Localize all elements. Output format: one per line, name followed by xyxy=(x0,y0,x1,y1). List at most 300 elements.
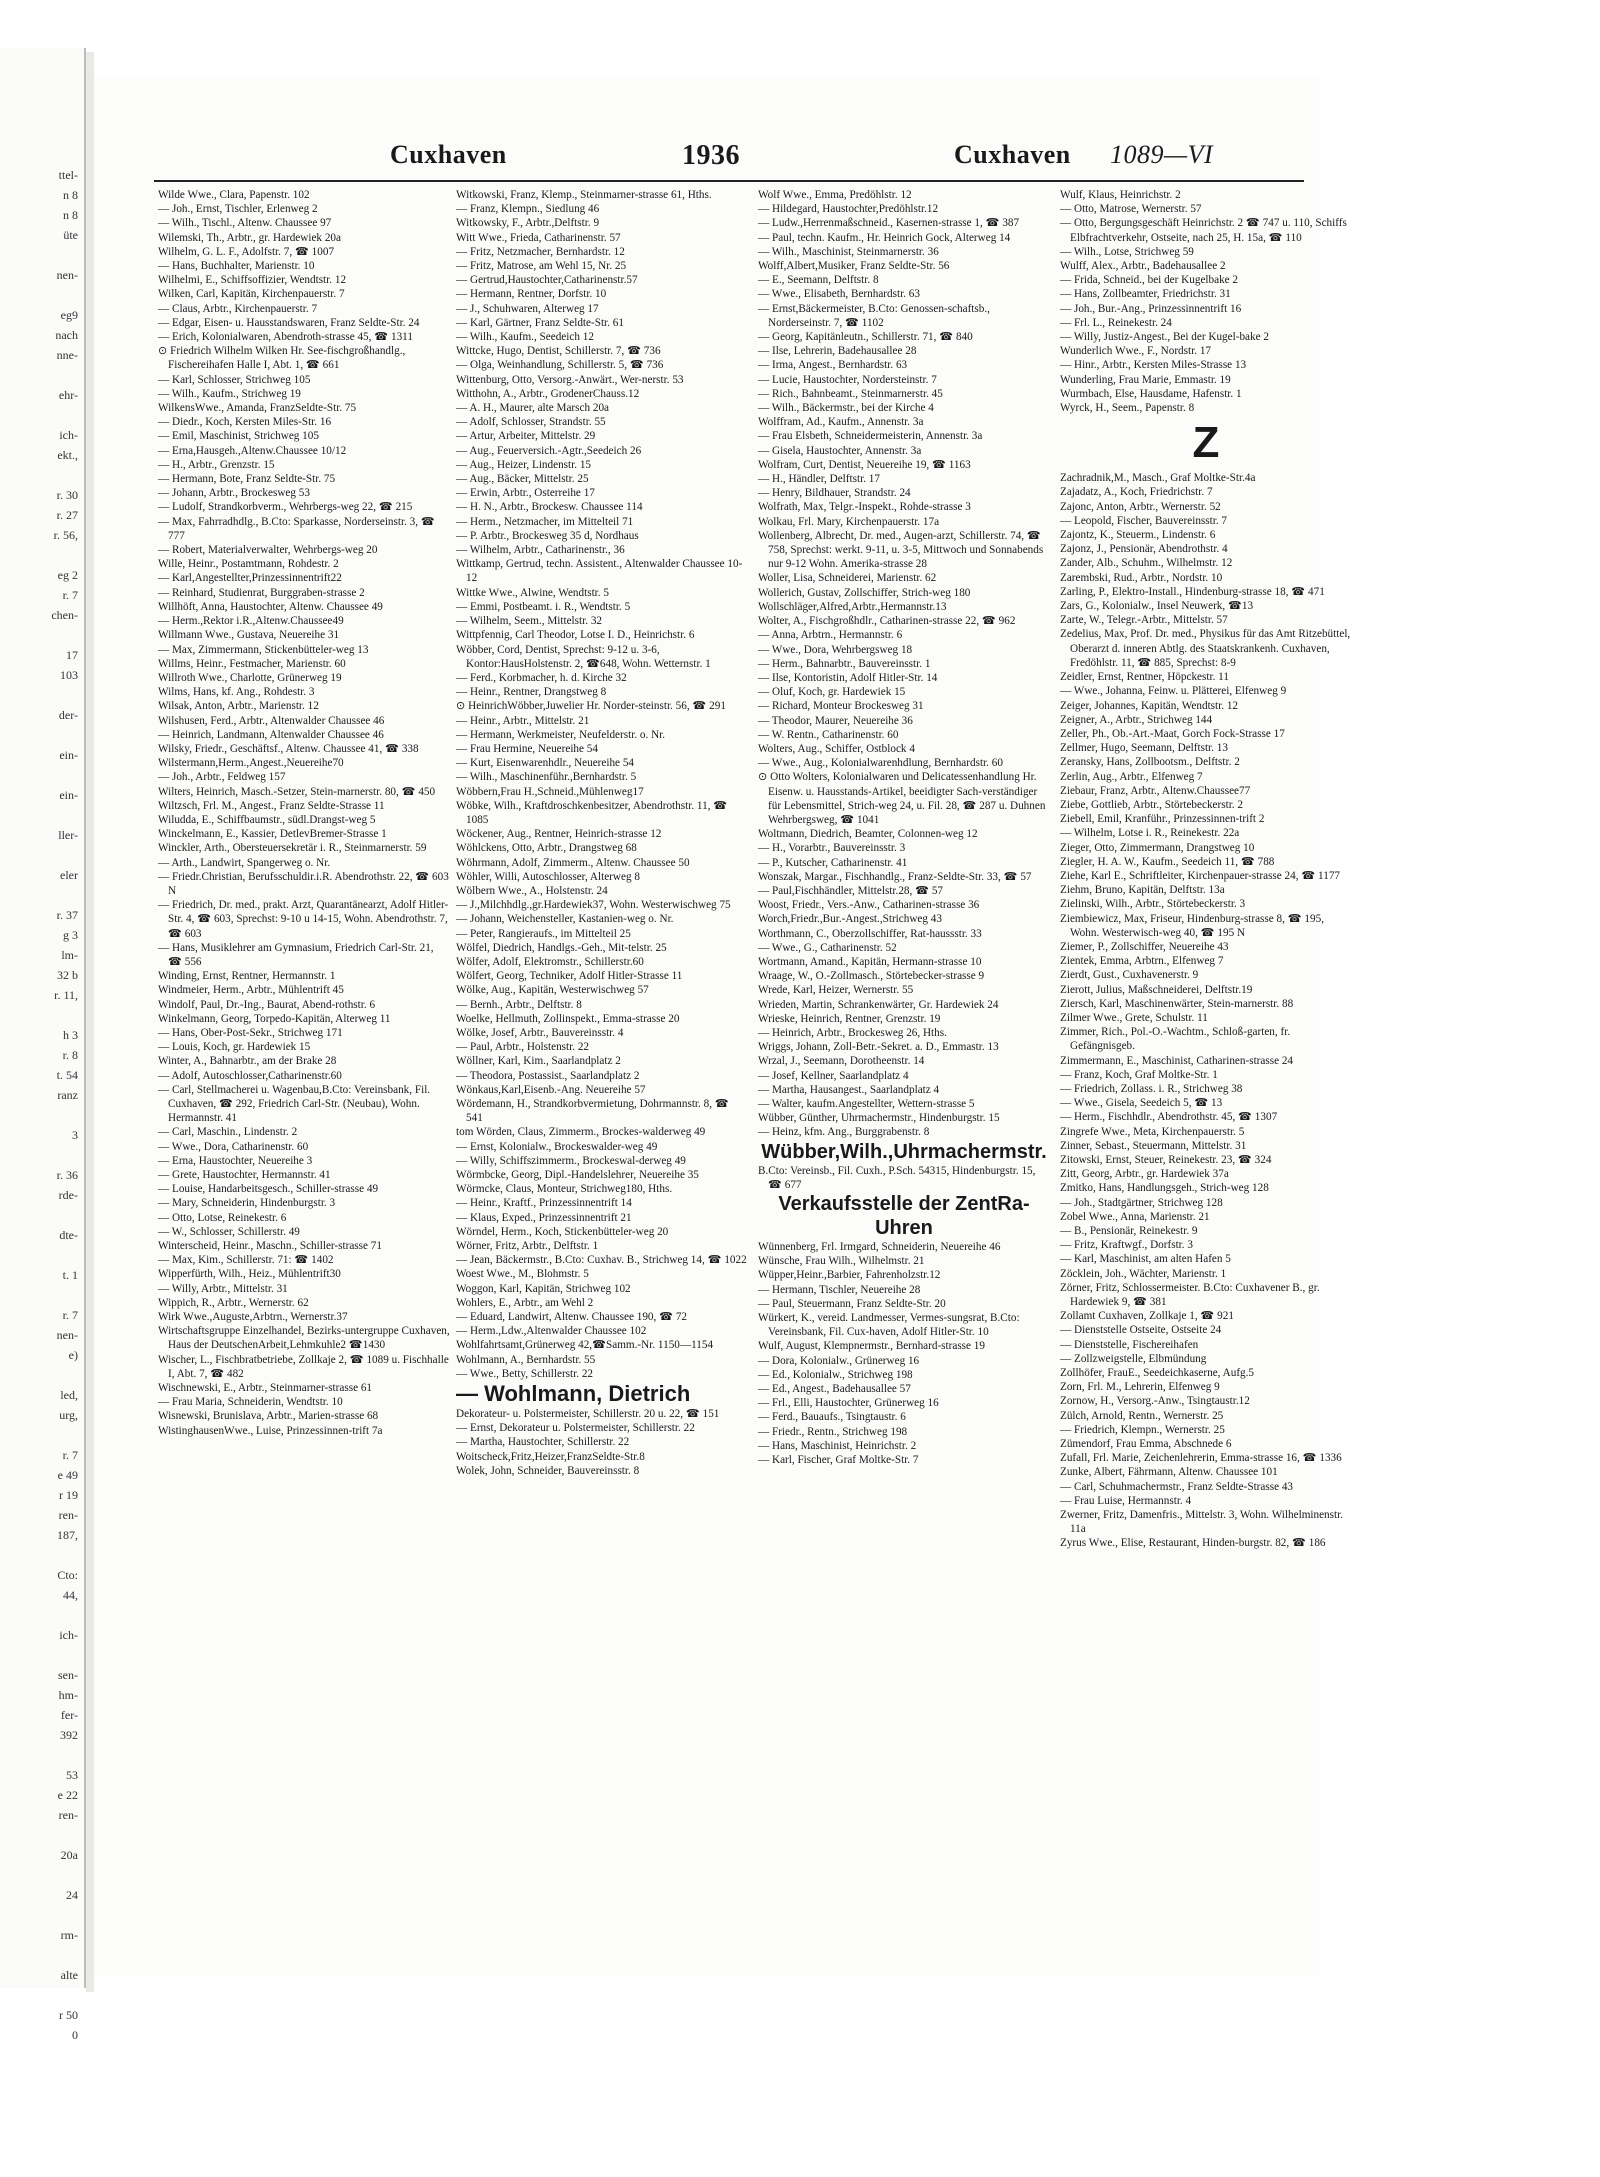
directory-entry: Zarembski, Rud., Arbtr., Nordstr. 10 xyxy=(1060,571,1223,584)
directory-entry: Wunderling, Frau Marie, Emmastr. 19 xyxy=(1060,373,1231,386)
directory-entry: Zielinski, Wilh., Arbtr., Störtebeckerstr. 3 xyxy=(1060,898,1246,911)
directory-entry: Windolf, Paul, Dr.-Ing., Baurat, Abend-rothstr. 6 xyxy=(158,998,376,1011)
directory-entry: Wollerich, Gustav, Zollschiffer, Strich-weg 180 xyxy=(758,586,971,599)
directory-entry: Worch,Friedr.,Bur.-Angest.,Strichweg 43 xyxy=(758,913,942,926)
directory-entry: Wörndel, Herm., Koch, Stickenbütteler-weg 20 xyxy=(456,1225,669,1238)
directory-entry: — Paul, techn. Kaufm., Hr. Heinrich Gock, Alterweg 14 xyxy=(758,231,1011,244)
previous-page-fragment: 392 xyxy=(60,1728,78,1742)
directory-entry: Wortmann, Amand., Kapitän, Hermann-strasse 10 xyxy=(758,955,982,968)
directory-entry: Wulf, Klaus, Heinrichstr. 2 xyxy=(1060,189,1181,201)
directory-entry: Ziembiewicz, Max, Friseur, Hindenburg-strasse 8, ☎ 195, Wohn. Westerwisch-weg 40, ☎ 195 N xyxy=(1060,912,1325,939)
directory-entry: — Wilh., Kaufm., Strichweg 19 xyxy=(158,387,301,400)
previous-page-fragment: r. 30 xyxy=(56,488,78,502)
directory-entry: — Paul, Arbtr., Holstenstr. 22 xyxy=(456,1041,590,1054)
directory-entry: Zientek, Emma, Arbtrn., Elfenweg 7 xyxy=(1060,955,1224,968)
directory-entry: Wilsky, Friedr., Geschäftsf., Altenw. Chaussee 41, ☎ 338 xyxy=(158,742,419,755)
directory-entry: — Wwe., Dora, Wehrbergsweg 18 xyxy=(758,643,913,656)
directory-entry: Wolff,Albert,Musiker, Franz Seldte-Str. 56 xyxy=(758,260,950,273)
directory-entry: — Olga, Weinhandlung, Schillerstr. 5, ☎ 736 xyxy=(456,359,664,372)
directory-entry: Willhöft, Anna, Haustochter, Altenw. Chaussee 49 xyxy=(158,600,383,613)
directory-entry: Woggon, Karl, Kapitän, Strichweg 102 xyxy=(456,1282,631,1295)
directory-entry: — Leopold, Fischer, Bauvereinsstr. 7 xyxy=(1060,514,1228,527)
directory-entry: — Peter, Rangieraufs., im Mittelteil 25 xyxy=(456,927,631,940)
directory-entry: Witt Wwe., Frieda, Catharinenstr. 57 xyxy=(456,231,621,244)
directory-entry: Zarte, W., Telegr.-Arbtr., Mittelstr. 57 xyxy=(1060,614,1228,627)
directory-entry: Zeigner, A., Arbtr., Strichweg 144 xyxy=(1060,713,1213,726)
directory-entry: Wörner, Fritz, Arbtr., Delftstr. 1 xyxy=(456,1240,599,1253)
directory-entry: — Franz, Klempn., Siedlung 46 xyxy=(456,203,600,216)
directory-entry: Würkert, K., vereid. Landmesser, Vermes-sungsrat, B.Cto: Vereinsbank, Fil. Cux-haven, Adolf Hitler-Str. 10 xyxy=(758,1312,1020,1339)
page-header xyxy=(94,140,1320,176)
directory-entry: — Fritz, Matrose, am Wehl 15, Nr. 25 xyxy=(456,260,627,273)
directory-entry: Worthmann, C., Oberzollschiffer, Rat-haussstr. 33 xyxy=(758,927,982,940)
directory-entry: Wittcke, Hugo, Dentist, Schillerstr. 7, ☎ 736 xyxy=(456,345,661,358)
directory-entry: — Frl., Elli, Haustochter, Grünerweg 16 xyxy=(758,1397,939,1410)
directory-entry: — Bernh., Arbtr., Delftstr. 8 xyxy=(456,998,582,1011)
directory-entry: Wollenberg, Albrecht, Dr. med., Augen-arzt, Schillerstr. 74, ☎ 758, Sprechst: werkt. 9-11, u. 3-5, Mittwoch und Sonnabends nur 9-12 Wohn. Amerika-strasse 28 xyxy=(758,529,1044,571)
directory-entry: — Karl,Angestellter,Prinzessinnentrift22 xyxy=(158,572,342,585)
directory-entry: Wiltzsch, Frl. M., Angest., Franz Seldte-Strasse 11 xyxy=(158,799,385,812)
directory-entry: Wöhrmann, Adolf, Zimmerm., Altenw. Chaussee 50 xyxy=(456,856,690,869)
directory-entry: — Hermann, Werkmeister, Neufelderstr. o. Nr. xyxy=(456,728,666,741)
directory-entry: — P. Arbtr., Brockesweg 35 d, Nordhaus xyxy=(456,529,639,542)
directory-entry: — Wwe., Gisela, Seedeich 5, ☎ 13 xyxy=(1060,1097,1223,1110)
directory-entry: — Theodor, Maurer, Neuereihe 36 xyxy=(758,714,913,727)
previous-page-fragment: der- xyxy=(58,708,78,722)
directory-entry: Zufall, Frl. Marie, Zeichenlehrerin, Emma-strasse 16, ☎ 1336 xyxy=(1060,1452,1342,1465)
directory-entry: Winter, A., Bahnarbtr., am der Brake 28 xyxy=(158,1055,337,1068)
directory-entry: Woller, Lisa, Schneiderei, Marienstr. 62 xyxy=(758,572,937,585)
directory-entry: — Herm., Bahnarbtr., Bauvereinsstr. 1 xyxy=(758,657,931,670)
directory-entry: Zwerner, Fritz, Damenfris., Mittelstr. 3, Wohn. Wilhelminenstr. 11a xyxy=(1060,1509,1344,1536)
directory-entry: Wönkaus,Karl,Eisenb.-Ang. Neuereihe 57 xyxy=(456,1083,646,1096)
directory-entry: — Hans, Maschinist, Heinrichstr. 2 xyxy=(758,1439,917,1452)
directory-entry: — Max, Zimmermann, Stickenbütteler-weg 13 xyxy=(158,643,369,656)
directory-entry: — Joh., Ernst, Tischler, Erlenweg 2 xyxy=(158,203,318,216)
previous-page-fragment: 20a xyxy=(60,1848,78,1862)
directory-entry: Winterscheid, Heinr., Maschn., Schiller-strasse 71 xyxy=(158,1240,382,1253)
directory-entry: — J., Schuhwaren, Alterweg 17 xyxy=(456,302,599,315)
previous-page-fragment: urg, xyxy=(59,1408,78,1422)
directory-entry: — Wilh., Maschinist, Steinmarnerstr. 36 xyxy=(758,245,939,258)
directory-entry: — Arth., Landwirt, Spangerweg o. Nr. xyxy=(158,856,331,869)
previous-page-fragment: 3 xyxy=(72,1128,78,1142)
directory-entry: — J.,Milchhdlg.,gr.Hardewiek37, Wohn. Westerwischweg 75 xyxy=(456,899,731,912)
directory-entry: — Frida, Schneid., bei der Kugelbake 2 xyxy=(1060,274,1239,287)
directory-entry: Zachradnik,M., Masch., Graf Moltke-Str.4a xyxy=(1060,472,1256,485)
directory-entry: Wippich, R., Arbtr., Wernerstr. 62 xyxy=(158,1296,309,1309)
directory-entry: Zinner, Sebast., Steuermann, Mittelstr. 31 xyxy=(1060,1139,1247,1152)
directory-entry: — Frau Elsbeth, Schneidermeisterin, Annenstr. 3a xyxy=(758,430,983,443)
directory-entry: Wolf Wwe., Emma, Predöhlstr. 12 xyxy=(758,189,912,201)
previous-page-fragment: ich- xyxy=(59,1628,78,1642)
directory-entry: Wilsak, Anton, Arbtr., Marienstr. 12 xyxy=(158,700,319,713)
directory-entry: — Georg, Kapitänleutn., Schillerstr. 71, ☎ 840 xyxy=(758,331,973,344)
directory-entry: — Wwe., Johanna, Feinw. u. Plätterei, Elfenweg 9 xyxy=(1060,685,1287,698)
directory-entry: Zarling, P., Elektro-Install., Hindenburg-strasse 18, ☎ 471 xyxy=(1060,585,1325,598)
directory-entry: Ziegler, H. A. W., Kaufm., Seedeich 11, ☎ 788 xyxy=(1060,855,1275,868)
directory-entry: — Karl, Schlosser, Strichweg 105 xyxy=(158,373,311,386)
directory-entry: Zöcklein, Joh., Wächter, Marienstr. 1 xyxy=(1060,1267,1227,1280)
directory-entry: Wilhelm, G. L. F., Adolfstr. 7, ☎ 1007 xyxy=(158,245,335,258)
directory-entry: — Hans, Buchhalter, Marienstr. 10 xyxy=(158,260,315,273)
directory-entry: — Herm.,Rektor i.R.,Altenw.Chaussee49 xyxy=(158,615,344,628)
directory-entry: — Grete, Haustochter, Hermannstr. 41 xyxy=(158,1169,331,1182)
directory-entry: — Joh., Arbtr., Feldweg 157 xyxy=(158,771,286,784)
header-page-number: 1089—VI xyxy=(1110,140,1214,169)
previous-page-fragment: ehr- xyxy=(58,388,78,402)
directory-entry: Wörmcke, Claus, Monteur, Strichweg180, Hths. xyxy=(456,1183,673,1196)
directory-entry: Zümendorf, Frau Emma, Abschnede 6 xyxy=(1060,1438,1232,1451)
directory-entry: Wöhler, Willi, Autoschlosser, Alterweg 8 xyxy=(456,870,640,883)
directory-entry: — Wwe., G., Catharinenstr. 52 xyxy=(758,941,897,954)
previous-page-fragment: r 19 xyxy=(59,1488,78,1502)
directory-entry: Wünnenberg, Frl. Irmgard, Schneiderin, Neuereihe 46 xyxy=(758,1241,1001,1254)
directory-entry: — Aug., Bäcker, Mittelstr. 25 xyxy=(456,473,589,486)
directory-entry: — Franz, Koch, Graf Moltke-Str. 1 xyxy=(1060,1068,1218,1081)
directory-entry: Zellmer, Hugo, Seemann, Delftstr. 13 xyxy=(1060,742,1228,755)
directory-entry: Wrede, Karl, Heizer, Wernerstr. 55 xyxy=(758,984,914,997)
directory-entry: — Herm., Netzmacher, im Mittelteil 71 xyxy=(456,515,634,528)
directory-entry: — Rich., Bahnbeamt., Steinmarnerstr. 45 xyxy=(758,387,943,400)
directory-entry: Zeiger, Johannes, Kapitän, Wendtstr. 12 xyxy=(1060,699,1239,712)
directory-entry: Zimmer, Rich., Pol.-O.-Wachtm., Schloß-garten, fr. Gefängnisgeb. xyxy=(1060,1026,1291,1053)
previous-page-fragment: ranz xyxy=(57,1088,78,1102)
directory-entry: Wölbern Wwe., A., Holstenstr. 24 xyxy=(456,884,608,897)
directory-entry: — Johann, Arbtr., Brockesweg 53 xyxy=(158,487,310,500)
directory-entry: Witkowsky, F., Arbtr.,Delftstr. 9 xyxy=(456,217,600,230)
directory-entry: — Irma, Angest., Bernhardstr. 63 xyxy=(758,359,908,372)
directory-entry: — P., Kutscher, Catharinenstr. 41 xyxy=(758,856,908,869)
directory-entry: — Hans, Ober-Post-Sekr., Strichweg 171 xyxy=(158,1026,343,1039)
previous-page-fragment: n 8 xyxy=(63,188,78,202)
directory-entry: — Adolf, Autoschlosser,Catharinenstr.60 xyxy=(158,1069,342,1082)
directory-entry: Wischer, L., Fischbratbetriebe, Zollkaje 2, ☎ 1089 u. Fischhalle I, Abt. 7, ☎ 482 xyxy=(158,1353,449,1380)
previous-page-fragment: 24 xyxy=(66,1888,78,1902)
directory-entry: Wördemann, H., Strandkorbvermietung, Dohrmannstr. 8, ☎ 541 xyxy=(456,1098,729,1125)
previous-page-fragment: ich- xyxy=(59,428,78,442)
directory-entry: — Martha, Hausangest., Saarlandplatz 4 xyxy=(758,1083,940,1096)
directory-entry: Wölfert, Georg, Techniker, Adolf Hitler-Strasse 11 xyxy=(456,970,683,983)
directory-entry: — Wohlmann, Dietrich xyxy=(456,1381,691,1407)
directory-entry: Zerlin, Aug., Arbtr., Elfenweg 7 xyxy=(1060,770,1203,783)
directory-entry: Wilken, Carl, Kapitän, Kirchenpauerstr. 7 xyxy=(158,288,345,301)
directory-entry: Zierott, Julius, Maßschneiderei, Delftstr.19 xyxy=(1060,983,1253,996)
directory-entry: Z xyxy=(1192,418,1220,468)
previous-page-fragment: nen- xyxy=(56,268,78,282)
directory-entry: — Herm., Fischhdlr., Abendrothstr. 45, ☎ 1307 xyxy=(1060,1111,1278,1124)
directory-entry: Wittenburg, Otto, Versorg.-Anwärt., Wer-nerstr. 53 xyxy=(456,373,684,386)
directory-entry: Wonszak, Margar., Fischhandlg., Franz-Seldte-Str. 33, ☎ 57 xyxy=(758,870,1032,883)
directory-entry: — Jean, Bäckermstr., B.Cto: Cuxhav. B., Strichweg 14, ☎ 1022 xyxy=(456,1254,747,1267)
directory-entry: Wittke Wwe., Alwine, Wendtstr. 5 xyxy=(456,586,609,599)
directory-entry: — Diedr., Koch, Kersten Miles-Str. 16 xyxy=(158,416,332,429)
directory-entry: — Otto, Matrose, Wernerstr. 57 xyxy=(1060,203,1202,216)
directory-entry: — Claus, Arbtr., Kirchenpauerstr. 7 xyxy=(158,302,318,315)
directory-entry: Wilstermann,Herm.,Angest.,Neuereihe70 xyxy=(158,757,344,770)
directory-entry: — Heinr., Kraftf., Prinzessinnentrift 14 xyxy=(456,1197,632,1210)
directory-entry: — Zollzweigstelle, Elbmündung xyxy=(1060,1352,1207,1365)
directory-entry: Winckler, Arth., Obersteuersekretär i. R., Steinmarnerstr. 59 xyxy=(158,842,427,855)
previous-page-fragment: r 50 xyxy=(59,2008,78,2022)
directory-entry: — Mary, Schneiderin, Hindenburgstr. 3 xyxy=(158,1197,336,1210)
previous-page-fragment: sen- xyxy=(58,1668,78,1682)
previous-page-fragment: dte- xyxy=(59,1228,78,1242)
directory-entry: — Johann, Weichensteller, Kastanien-weg o. Nr. xyxy=(456,913,674,926)
directory-entry: Willms, Heinr., Festmacher, Marienstr. 60 xyxy=(158,657,346,670)
directory-entry: Wolkau, Frl. Mary, Kirchenpauerstr. 17a xyxy=(758,515,940,528)
directory-entry: — Ernst, Kolonialw., Brockeswalder-weg 49 xyxy=(456,1140,658,1153)
directory-entry: — Theodora, Postassist., Saarlandplatz 2 xyxy=(456,1069,640,1082)
directory-entry: — Kurt, Eisenwarenhdlr., Neuereihe 54 xyxy=(456,757,635,770)
previous-page-fragment: 53 xyxy=(66,1768,78,1782)
page-gutter xyxy=(86,52,94,1992)
directory-entry: Zülch, Arnold, Rentn., Wernerstr. 25 xyxy=(1060,1409,1224,1422)
previous-page-fragment: eg 2 xyxy=(57,568,78,582)
previous-page-fragment: t. 1 xyxy=(62,1268,78,1282)
directory-entry: — Ed., Kolonialw., Strichweg 198 xyxy=(758,1368,913,1381)
directory-entry: — Max, Fahrradhdlg., B.Cto: Sparkasse, Norderseinstr. 3, ☎ 777 xyxy=(158,515,435,542)
directory-entry: Wolters, Aug., Schiffer, Ostblock 4 xyxy=(758,742,915,755)
directory-entry: Wollschläger,Alfred,Arbtr.,Hermannstr.13 xyxy=(758,600,947,613)
header-rule xyxy=(154,180,1304,182)
directory-entry: Zander, Alb., Schuhm., Wilhelmstr. 12 xyxy=(1060,557,1233,570)
previous-page-fragment: led, xyxy=(60,1388,78,1402)
directory-entry: — Karl, Maschinist, am alten Hafen 5 xyxy=(1060,1253,1231,1266)
directory-entry: Zörner, Fritz, Schlossermeister. B.Cto: Cuxhavener B., gr. Hardewiek 9, ☎ 381 xyxy=(1060,1281,1320,1309)
previous-page-fragment: rde- xyxy=(58,1188,78,1202)
directory-entry: Wilde Wwe., Clara, Papenstr. 102 xyxy=(158,189,310,201)
previous-page-fragment: ller- xyxy=(58,828,78,842)
directory-entry: — Emmi, Postbeamt. i. R., Wendtstr. 5 xyxy=(456,600,631,613)
directory-entry: — Frau Hermine, Neuereihe 54 xyxy=(456,742,598,755)
directory-entry: Wirk Wwe.,Auguste,Arbtrn., Wernerstr.37 xyxy=(158,1311,348,1324)
directory-entry: Zunke, Albert, Fährmann, Altenw. Chaussee 101 xyxy=(1060,1466,1278,1479)
directory-entry: Wolek, John, Schneider, Bauvereinsstr. 8 xyxy=(456,1464,640,1477)
directory-entry: Wurmbach, Else, Hausdame, Hafenstr. 1 xyxy=(1060,387,1242,400)
directory-entry: Windmeier, Herm., Arbtr., Mühlentrift 45 xyxy=(158,984,344,997)
directory-entry: — Wilh., Bäckermstr., bei der Kirche 4 xyxy=(758,402,934,415)
directory-entry: Wöbke, Wilh., Kraftdroschkenbesitzer, Abendrothstr. 11, ☎ 1085 xyxy=(456,799,728,826)
directory-entry: Wulf, August, Klempnermstr., Bernhard-strasse 19 xyxy=(758,1340,985,1353)
directory-entry: Ziemer, P., Zollschiffer, Neuereihe 43 xyxy=(1060,940,1229,953)
directory-column-2 xyxy=(456,188,748,1478)
directory-entry: Zobel Wwe., Anna, Marienstr. 21 xyxy=(1060,1210,1210,1223)
directory-entry: — W. Rentn., Catharinenstr. 60 xyxy=(758,728,899,741)
previous-page-fragment: g 3 xyxy=(63,928,78,942)
directory-entry: Ziebell, Emil, Kranführ., Prinzessinnen-trift 2 xyxy=(1060,813,1265,826)
directory-entry: ⊙ Friedrich Wilhelm Wilken Hr. See-fischgroßhandlg., Fischereihafen Halle I, Abt. 1, ☎ 661 xyxy=(158,345,406,372)
previous-page-fragment: nach xyxy=(55,328,78,342)
directory-entry: — Otto, Bergungsgeschäft Heinrichstr. 2 ☎ 747 u. 110, Schiffs Elbfrachtverkehr, Ostseite, nach 25, H. 15a, ☎ 110 xyxy=(1060,217,1347,244)
directory-entry: Zajonz, J., Pensionär, Abendrothstr. 4 xyxy=(1060,543,1228,556)
directory-entry: — Heinrich, Landmann, Altenwalder Chaussee 46 xyxy=(158,728,384,741)
directory-entry: — Carl, Schuhmachermstr., Franz Seldte-Strasse 43 xyxy=(1060,1480,1294,1493)
directory-entry: — Hermann, Rentner, Dorfstr. 10 xyxy=(456,288,607,301)
directory-entry: Woitscheck,Fritz,Heizer,FranzSeldte-Str.8 xyxy=(456,1450,645,1463)
directory-entry: WilkensWwe., Amanda, FranzSeldte-Str. 75 xyxy=(158,402,357,415)
directory-entry: tom Wörden, Claus, Zimmerm., Brockes-walderweg 49 xyxy=(456,1126,706,1139)
directory-entry: Woelke, Hellmuth, Zollinspekt., Emma-strasse 20 xyxy=(456,1012,680,1025)
directory-entry: — Karl, Gärtner, Franz Seldte-Str. 61 xyxy=(456,316,624,329)
directory-entry: Wulff, Alex., Arbtr., Badehausallee 2 xyxy=(1060,260,1226,273)
directory-entry: — Erich, Kolonialwaren, Abendroth-strasse 45, ☎ 1311 xyxy=(158,331,413,344)
directory-entry: — Carl, Stellmacherei u. Wagenbau,B.Cto: Vereinsbank, Fil. Cuxhaven, ☎ 292, Friedrich Carl-Str. (Neubau), Wohn. Hermannstr. 41 xyxy=(158,1083,431,1125)
directory-entry: — Josef, Kellner, Saarlandplatz 4 xyxy=(758,1069,909,1082)
directory-entry: Wrieske, Heinrich, Rentner, Grenzstr. 19 xyxy=(758,1012,941,1025)
directory-entry: — Carl, Maschin., Lindenstr. 2 xyxy=(158,1126,298,1139)
directory-entry: Zyrus Wwe., Elise, Restaurant, Hinden-burgstr. 82, ☎ 186 xyxy=(1060,1537,1326,1550)
directory-column-1 xyxy=(158,188,450,1438)
directory-entry: — Hans, Zollbeamter, Friedrichstr. 31 xyxy=(1060,288,1231,301)
directory-entry: — Heinz, kfm. Ang., Burggrabenstr. 8 xyxy=(758,1126,930,1139)
directory-entry: — Wwe., Aug., Kolonialwarenhdlung, Bernhardstr. 60 xyxy=(758,757,1003,770)
directory-entry: Wöhlckens, Otto, Arbtr., Drangstweg 68 xyxy=(456,842,637,855)
directory-entry: Wüpper,Heinr.,Barbier, Fahrenholzstr.12 xyxy=(758,1269,941,1282)
previous-page-fragment: 0 xyxy=(72,2028,78,2042)
previous-page-fragment: n 8 xyxy=(63,208,78,222)
directory-entry: Zitowski, Ernst, Steuer, Reinekestr. 23, ☎ 324 xyxy=(1060,1154,1272,1166)
directory-entry: Zingrefe Wwe., Meta, Kirchenpauerstr. 5 xyxy=(1060,1125,1245,1138)
directory-entry: Wübber,Wilh.,Uhrmachermstr. xyxy=(761,1140,1047,1163)
previous-page-fragment: r. 7 xyxy=(62,588,78,602)
directory-entry: Wohlers, E., Arbtr., am Wehl 2 xyxy=(456,1296,594,1309)
directory-entry: Wiludda, E., Schiffbaumstr., südl.Drangst-weg 5 xyxy=(158,813,376,826)
directory-entry: — Ludw.,Herrenmaßschneid., Kasernen-strasse 1, ☎ 387 xyxy=(758,217,1020,230)
directory-entry: — Klaus, Exped., Prinzessinnentrift 21 xyxy=(456,1211,632,1224)
directory-entry: Wraage, W., O.-Zollmasch., Störtebecker-strasse 9 xyxy=(758,970,985,983)
previous-page-fragment: ren- xyxy=(58,1808,78,1822)
directory-entry: Wriggs, Johann, Zoll-Betr.-Sekret. a. D., Emmastr. 13 xyxy=(758,1041,999,1054)
directory-entry: — H., Händler, Delftstr. 17 xyxy=(758,473,880,486)
directory-entry: Wisnewski, Brunislava, Arbtr., Marien-strasse 68 xyxy=(158,1410,379,1423)
directory-entry: Ziersch, Karl, Maschinenwärter, Stein-marnerstr. 88 xyxy=(1060,997,1294,1010)
previous-page-fragment: eler xyxy=(60,868,78,882)
directory-entry: — Anna, Arbtrn., Hermannstr. 6 xyxy=(758,629,903,642)
directory-entry: — Willy, Schiffszimmerm., Brockeswal-derweg 49 xyxy=(456,1154,686,1167)
directory-entry: — Wilhelm, Seem., Mittelstr. 32 xyxy=(456,615,603,628)
directory-entry: — Wwe., Betty, Schillerstr. 22 xyxy=(456,1367,594,1380)
directory-entry: Wolter, A., Fischgroßhdlr., Catharinen-strasse 22, ☎ 962 xyxy=(758,615,1016,628)
directory-entry: — Aug., Heizer, Lindenstr. 15 xyxy=(456,458,592,471)
directory-entry: — Herm.,Ldw.,Altenwalder Chaussee 102 xyxy=(456,1325,647,1338)
previous-page-fragment: 32 b xyxy=(57,968,78,982)
directory-entry: — Edgar, Eisen- u. Hausstandswaren, Franz Seldte-Str. 24 xyxy=(158,316,420,329)
directory-entry: Wipperfürth, Wilh., Heiz., Mühlentrift30 xyxy=(158,1268,341,1281)
previous-page-fragment: alte xyxy=(60,1968,78,1982)
previous-page-fragment: r. 7 xyxy=(62,1448,78,1462)
directory-entry: — Fritz, Netzmacher, Bernhardstr. 12 xyxy=(456,245,625,258)
previous-page-fragment: hm- xyxy=(58,1688,78,1702)
header-year: 1936 xyxy=(682,140,740,171)
previous-page-fragment: r. 11, xyxy=(54,988,78,1002)
directory-entry: — Wilh., Kaufm., Seedeich 12 xyxy=(456,331,594,344)
directory-entry: — Walter, kaufm.Angestellter, Wettern-strasse 5 xyxy=(758,1098,975,1110)
directory-entry: — Otto, Lotse, Reinekestr. 6 xyxy=(158,1211,287,1224)
directory-entry: Wilhelmi, E., Schiffsoffizier, Wendtstr. 12 xyxy=(158,274,347,287)
directory-entry: Winckelmann, E., Kassier, DetlevBremer-Strasse 1 xyxy=(158,828,387,841)
directory-entry: — Erwin, Arbtr., Osterreihe 17 xyxy=(456,487,595,500)
directory-entry: Wilters, Heinrich, Masch.-Setzer, Stein-marnerstr. 80, ☎ 450 xyxy=(158,785,436,798)
directory-entry: — Ilse, Kontoristin, Adolf Hitler-Str. 14 xyxy=(758,671,938,684)
directory-entry: Wille, Heinr., Postamtmann, Rohdestr. 2 xyxy=(158,558,339,571)
directory-entry: — Ernst, Dekorateur u. Polstermeister, Schillerstr. 22 xyxy=(456,1422,695,1435)
directory-page xyxy=(94,76,1351,1976)
directory-entry: — Willy, Justiz-Angest., Bei der Kugel-bake 2 xyxy=(1060,331,1269,344)
header-city-right: Cuxhaven xyxy=(954,140,1071,169)
directory-entry: Zilmer Wwe., Grete, Schulstr. 11 xyxy=(1060,1011,1208,1024)
previous-page-fragment: r. 36 xyxy=(56,1168,78,1182)
directory-entry: — Wilh., Tischl., Altenw. Chaussee 97 xyxy=(158,217,332,230)
directory-entry: Wolffram, Ad., Kaufm., Annenstr. 3a xyxy=(758,416,924,429)
directory-entry: Zeller, Ph., Ob.-Art.-Maat, Gorch Fock-Strasse 17 xyxy=(1060,727,1285,740)
directory-entry: — Hildegard, Haustochter,Predöhlstr.12 xyxy=(758,203,939,216)
directory-entry: — Ludolf, Strandkorbverm., Wehrbergs-weg 22, ☎ 215 xyxy=(158,501,413,514)
directory-entry: — Joh., Stadtgärtner, Strichweg 128 xyxy=(1060,1196,1223,1209)
directory-entry: Wunderlich Wwe., F., Nordstr. 17 xyxy=(1060,345,1212,358)
header-city-left: Cuxhaven xyxy=(390,140,507,169)
directory-entry: — Reinhard, Studienrat, Burggraben-strasse 2 xyxy=(158,586,365,599)
previous-page-edge xyxy=(0,48,86,2042)
directory-entry: Wittpfennig, Carl Theodor, Lotse I. D., Heinrichstr. 6 xyxy=(456,629,695,642)
directory-entry: — Louise, Handarbeitsgesch., Schiller-strasse 49 xyxy=(158,1183,379,1196)
previous-page-fragment: ttel- xyxy=(58,168,78,182)
previous-page-fragment: Cto: xyxy=(57,1568,78,1582)
directory-entry: Winkelmann, Georg, Torpedo-Kapitän, Alterweg 11 xyxy=(158,1012,391,1025)
directory-entry: Winding, Ernst, Rentner, Hermannstr. 1 xyxy=(158,970,336,983)
previous-page-fragment: r. 7 xyxy=(62,1308,78,1322)
directory-entry: — Frau Luise, Hermannstr. 4 xyxy=(1060,1494,1192,1507)
directory-entry: Wohlmann, A., Bernhardstr. 55 xyxy=(456,1353,596,1366)
directory-entry: Zeidler, Ernst, Rentner, Höpckestr. 11 xyxy=(1060,671,1229,684)
directory-entry: Ziebaur, Franz, Arbtr., Altenw.Chaussee77 xyxy=(1060,784,1251,797)
directory-entry: Ziehm, Bruno, Kapitän, Delftstr. 13a xyxy=(1060,884,1225,897)
previous-page-fragment: fer- xyxy=(60,1708,78,1722)
directory-entry: — Friedrich, Zollass. i. R., Strichweg 38 xyxy=(1060,1082,1243,1095)
directory-entry: Wörmbcke, Georg, Dipl.-Handelslehrer, Neuereihe 35 xyxy=(456,1169,699,1182)
directory-entry: — Henry, Bildhauer, Strandstr. 24 xyxy=(758,487,911,500)
directory-entry: — Richard, Monteur Brockesweg 31 xyxy=(758,700,924,713)
directory-entry: Zollhöfer, FrauE., Seedeichkaserne, Aufg.5 xyxy=(1060,1367,1255,1380)
directory-entry: Zorn, Frl. M., Lehrerin, Elfenweg 9 xyxy=(1060,1381,1220,1394)
directory-entry: — Wilhelm, Lotse i. R., Reinekestr. 22a xyxy=(1060,827,1240,840)
directory-entry: Zollamt Cuxhaven, Zollkaje 1, ☎ 921 xyxy=(1060,1310,1234,1323)
directory-entry: Zars, G., Kolonialw., Insel Neuwerk, ☎13 xyxy=(1060,600,1254,613)
directory-entry: Zmitko, Hans, Handlungsgeh., Strich-weg 128 xyxy=(1060,1182,1269,1195)
directory-entry: Wirtschaftsgruppe Einzelhandel, Bezirks-untergruppe Cuxhaven, Haus der DeutschenArbeit,Lehmkuhle2 ☎1430 xyxy=(158,1325,450,1352)
directory-entry: — Lucie, Haustochter, Nordersteinstr. 7 xyxy=(758,373,937,386)
directory-entry: — Aug., Feuerversich.-Agtr.,Seedeich 26 xyxy=(456,444,642,457)
directory-entry: — Emil, Maschinist, Strichweg 105 xyxy=(158,430,319,443)
previous-page-fragment: r. 27 xyxy=(56,508,78,522)
previous-page-fragment: e) xyxy=(68,1348,78,1362)
previous-page-fragment: 17 xyxy=(66,648,78,662)
directory-entry: — A. H., Maurer, alte Marsch 20a xyxy=(456,402,610,415)
directory-entry: — Erna, Haustochter, Neuereihe 3 xyxy=(158,1154,313,1167)
directory-entry: Zajadatz, A., Koch, Friedrichstr. 7 xyxy=(1060,486,1213,499)
directory-entry: Zitt, Georg, Arbtr., gr. Hardewiek 37a xyxy=(1060,1168,1229,1181)
directory-entry: Zornow, H., Versorg.-Anw., Tsingtaustr.12 xyxy=(1060,1395,1250,1408)
directory-entry: — Paul, Steuermann, Franz Seldte-Str. 20 xyxy=(758,1297,946,1310)
previous-page-fragment: e 22 xyxy=(57,1788,78,1802)
directory-column-4 xyxy=(1060,188,1352,1551)
directory-entry: Dekorateur- u. Polstermeister, Schillerstr. 20 u. 22, ☎ 151 xyxy=(456,1408,720,1421)
previous-page-fragment: e 49 xyxy=(57,1468,78,1482)
previous-page-fragment: chen- xyxy=(51,608,78,622)
directory-entry: — Hermann, Tischler, Neuereihe 28 xyxy=(758,1283,921,1296)
directory-entry: Zeransky, Hans, Zollbootsm., Delftstr. 2 xyxy=(1060,756,1240,769)
previous-page-fragment: ein- xyxy=(59,788,78,802)
